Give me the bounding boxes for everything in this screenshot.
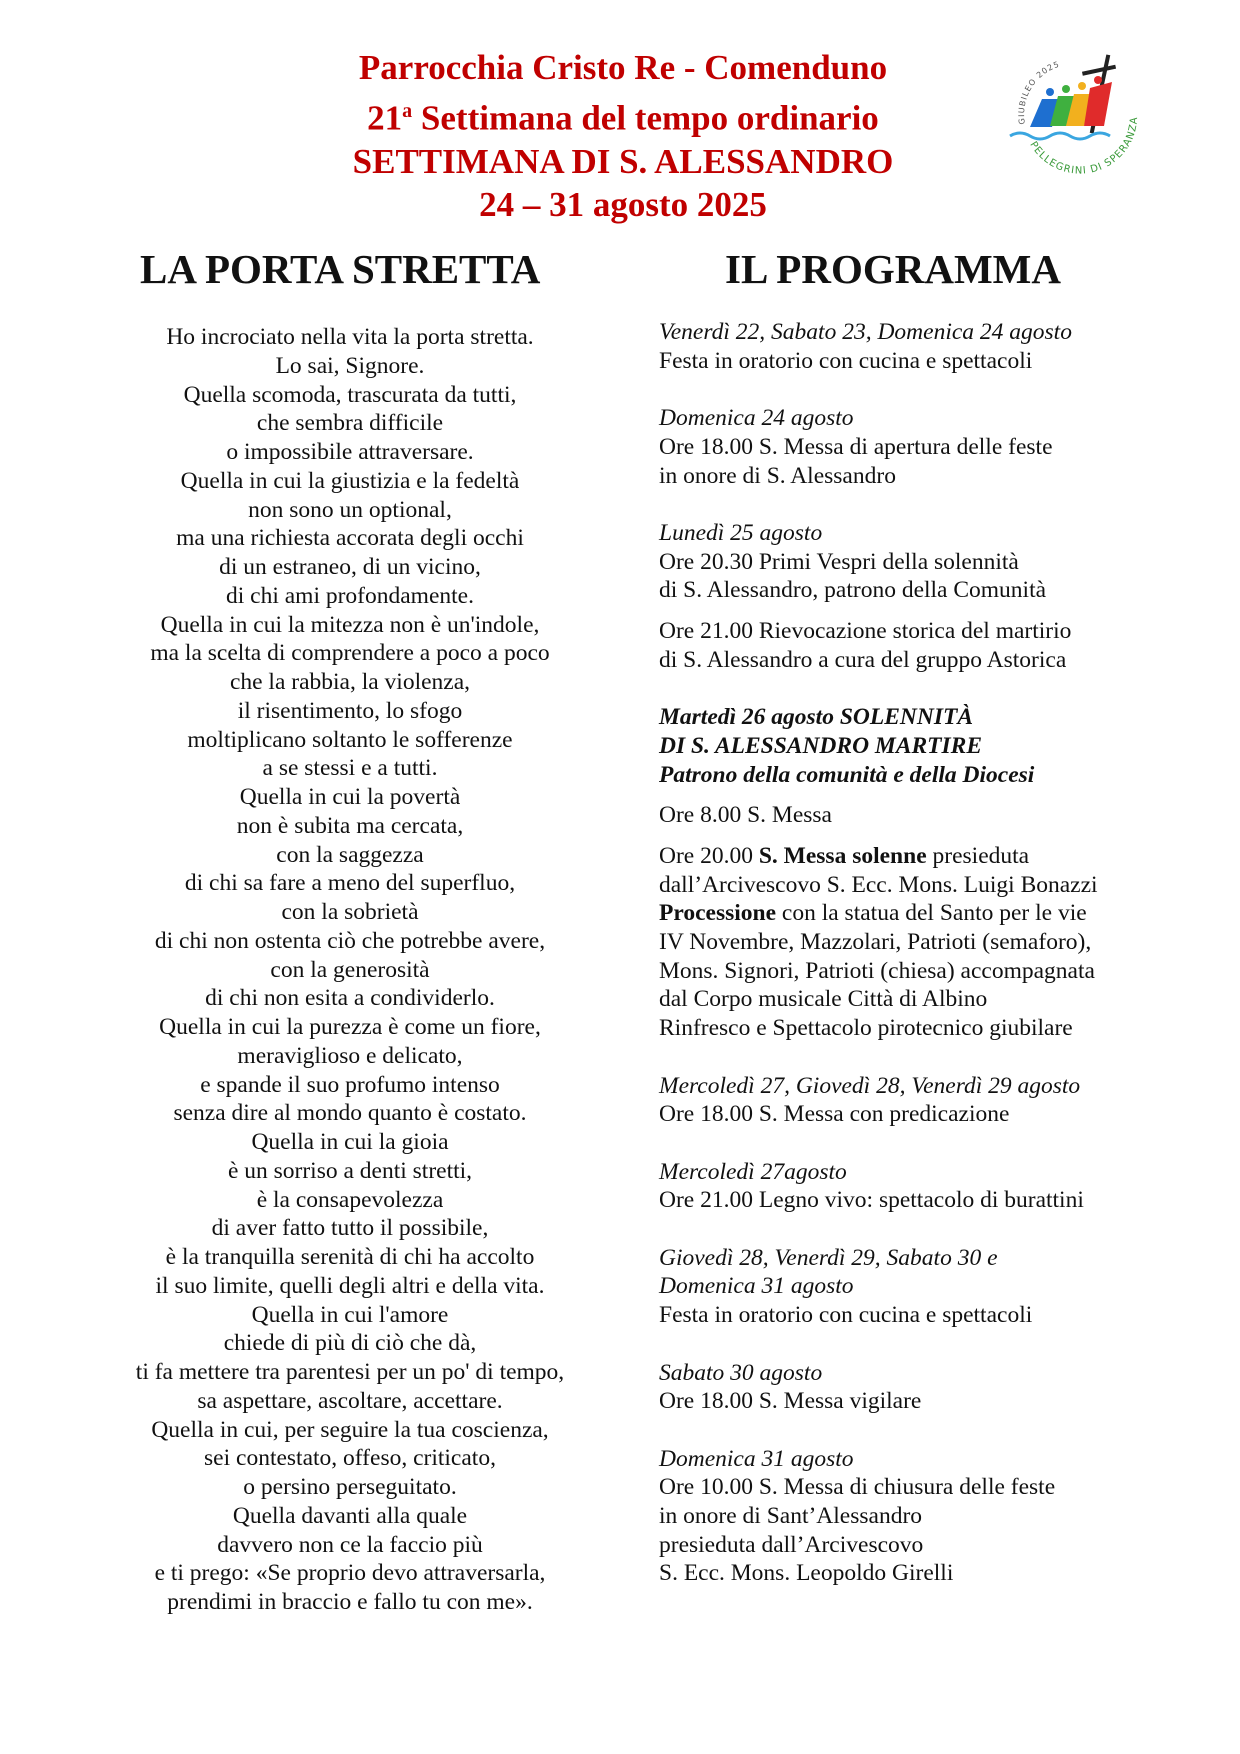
entry-heading: Martedì 26 agosto SOLENNITÀ: [659, 704, 974, 731]
poem-line: di aver fatto tutto il possibile,: [211, 1215, 489, 1242]
poem-line: a se stessi e a tutti.: [262, 755, 438, 782]
entry-line: Rinfresco e Spettacolo pirotecnico giubilare: [659, 1015, 1073, 1042]
week-ordinal: a: [402, 99, 413, 122]
entry-line: Ore 18.00 S. Messa vigilare: [659, 1388, 922, 1415]
poem-line: Quella in cui la giustizia e la fedeltà: [180, 467, 520, 494]
poem-line: Quella scomoda, trascurata da tutti,: [183, 381, 517, 408]
poem-line: di un estraneo, di un vicino,: [219, 554, 481, 580]
entry-line: Festa in oratorio con cucina e spettacoli: [659, 347, 1033, 374]
poem-line: che la rabbia, la violenza,: [229, 669, 471, 695]
poem-line: o persino perseguitato.: [243, 1474, 457, 1500]
poem-line: Quella in cui la purezza è come un fiore,: [159, 1014, 541, 1040]
poem-line: il risentimento, lo sfogo: [237, 697, 463, 724]
poem-title: LA PORTA STRETTA: [140, 246, 541, 292]
poem-line: di chi sa fare a meno del superfluo,: [184, 870, 516, 897]
document-header: [300, 46, 946, 227]
poem-line: Quella in cui la gioia: [251, 1129, 449, 1155]
entry-line: Ore 21.00 Rievocazione storica del martirio: [659, 618, 1072, 644]
poem-line: sei contestato, offeso, criticato,: [204, 1445, 496, 1472]
entry-date: Domenica 24 agosto: [659, 405, 854, 432]
entry-date: Lunedì 25 agosto: [659, 519, 823, 546]
week-number: 21: [367, 98, 403, 138]
program-entry: [659, 519, 1239, 675]
poem-line: con la sobrietà: [281, 899, 419, 925]
entry-line: Mons. Signori, Patrioti (chiesa) accompagnata: [659, 957, 1095, 984]
entry-line: [659, 899, 1239, 928]
program-schedule: [659, 318, 1239, 1588]
bold-text: S. Messa solenne: [758, 842, 927, 869]
poem-line: e spande il suo profumo intenso: [200, 1071, 500, 1098]
entry-date: Giovedì 28, Venerdì 29, Sabato 30 e: [659, 1244, 998, 1271]
poem-line: Lo sai, Signore.: [275, 352, 425, 379]
entry-line: presieduta dall’Arcivescovo: [659, 1531, 924, 1558]
program-entry: [659, 1244, 1239, 1330]
text: Ore 20.00: [659, 842, 759, 869]
entry-line: S. Ecc. Mons. Leopoldo Girelli: [659, 1560, 954, 1587]
poem-line: davvero non ce la faccio più: [217, 1531, 483, 1558]
entry-date: Mercoledì 27, Giovedì 28, Venerdì 29 agosto: [659, 1072, 1081, 1099]
poem-line: ma una richiesta accorata degli occhi: [176, 525, 524, 552]
entry-line: Ore 10.00 S. Messa di chiusura delle feste: [659, 1474, 1056, 1501]
entry-line: Ore 8.00 S. Messa: [659, 802, 832, 829]
entry-date: Domenica 31 agosto: [659, 1445, 854, 1472]
entry-line: in onore di Sant’Alessandro: [659, 1503, 923, 1529]
poem-line: e ti prego: «Se proprio devo attraversarla,: [154, 1560, 546, 1587]
entry-line: Ore 21.00 Legno vivo: spettacolo di burattini: [659, 1187, 1084, 1214]
date-range: 24 – 31 agosto 2025: [479, 185, 767, 225]
poem-line: chiede di più di ciò che dà,: [223, 1330, 477, 1357]
poem-line: Quella in cui la mitezza non è un'indole,: [160, 611, 540, 638]
entry-date: Sabato 30 agosto: [659, 1359, 823, 1386]
poem-line: di chi ami profondamente.: [226, 582, 474, 609]
feast-week-title: SETTIMANA DI S. ALESSANDRO: [352, 141, 894, 181]
liturgical-week: [300, 90, 946, 140]
entry-line: Ore 18.00 S. Messa con predicazione: [659, 1101, 1010, 1128]
poem-line: Ho incrociato nella vita la porta stretta.: [166, 324, 534, 350]
program-entry: [659, 404, 1239, 490]
poem-line: ti fa mettere tra parentesi per un po' di tempo,: [135, 1359, 565, 1385]
program-entry-solemnity: [659, 703, 1239, 1043]
entry-line: Ore 20.30 Primi Vespri della solennità: [659, 548, 1019, 575]
entry-line: Festa in oratorio con cucina e spettacoli: [659, 1302, 1033, 1329]
poem-line: il suo limite, quelli degli altri e della vita.: [155, 1272, 545, 1299]
entry-heading: Patrono della comunità e della Diocesi: [659, 761, 1035, 788]
poem-text: [100, 323, 600, 1617]
poem-line: prendimi in braccio e fallo tu con me».: [167, 1589, 533, 1615]
entry-line: di S. Alessandro, patrono della Comunità: [659, 577, 1047, 604]
entry-date: Mercoledì 27agosto: [659, 1158, 847, 1185]
entry-line: di S. Alessandro a cura del gruppo Astorica: [659, 646, 1067, 673]
entry-line: in onore di S. Alessandro: [659, 462, 896, 489]
entry-line: IV Novembre, Mazzolari, Patrioti (semaforo),: [659, 929, 1092, 956]
poem-line: meraviglioso e delicato,: [237, 1042, 463, 1069]
poem-line: di chi non ostenta ciò che potrebbe avere,: [154, 927, 546, 954]
poem-line: è la tranquilla serenità di chi ha accolto: [165, 1244, 535, 1270]
entry-heading: DI S. ALESSANDRO MARTIRE: [659, 732, 983, 759]
program-entry: [659, 1158, 1239, 1215]
poem-line: sa aspettare, ascoltare, accettare.: [197, 1387, 503, 1414]
program-entry: [659, 1359, 1239, 1416]
poem-line: o impossibile attraversare.: [226, 439, 474, 465]
jubilee-2025-logo: [1000, 44, 1150, 184]
poem-line: non sono un optional,: [248, 496, 452, 523]
entry-line: dall’Arcivescovo S. Ecc. Mons. Luigi Bonazzi: [659, 871, 1098, 898]
poem-line: di chi non esita a condividerlo.: [205, 985, 495, 1012]
poem-line: senza dire al mondo quanto è costato.: [173, 1100, 527, 1127]
logo-bottom-text: PELLEGRINI DI SPERANZA: [1027, 115, 1141, 177]
poem-line: ma la scelta di comprendere a poco a poco: [150, 640, 550, 667]
poem-line: Quella in cui, per seguire la tua coscienza,: [151, 1416, 549, 1443]
poem-line: con la generosità: [270, 956, 430, 983]
logo-top-text: GIUBILEO 2025: [1016, 59, 1061, 125]
bold-text: Processione: [659, 900, 777, 927]
program-title: IL PROGRAMMA: [725, 246, 1061, 292]
text: con la statua del Santo per le vie: [776, 900, 1087, 927]
poem-line: Quella in cui l'amore: [251, 1301, 449, 1328]
poem-line: che sembra difficile: [256, 410, 444, 437]
week-label: Settimana del tempo ordinario: [412, 98, 879, 138]
program-entry: [659, 1072, 1239, 1129]
entry-line: Ore 18.00 S. Messa di apertura delle feste: [659, 433, 1053, 460]
parish-name: Parrocchia Cristo Re - Comenduno: [358, 48, 888, 87]
program-entry: [659, 318, 1239, 375]
poem-line: è un sorriso a denti stretti,: [227, 1157, 473, 1184]
text: presieduta: [926, 842, 1030, 869]
entry-line: dal Corpo musicale Città di Albino: [659, 986, 988, 1013]
entry-line: [659, 842, 1239, 871]
program-entry: [659, 1445, 1239, 1589]
poem-line: non è subita ma cercata,: [236, 812, 464, 839]
entry-date: Venerdì 22, Sabato 23, Domenica 24 agosto: [659, 319, 1072, 345]
poem-line: è la consapevolezza: [256, 1186, 444, 1213]
poem-line: Quella in cui la povertà: [239, 784, 461, 810]
entry-date: Domenica 31 agosto: [659, 1273, 854, 1300]
poem-line: Quella davanti alla quale: [232, 1502, 468, 1529]
poem-line: con la saggezza: [276, 841, 424, 868]
poem-line: moltiplicano soltanto le sofferenze: [187, 726, 513, 753]
